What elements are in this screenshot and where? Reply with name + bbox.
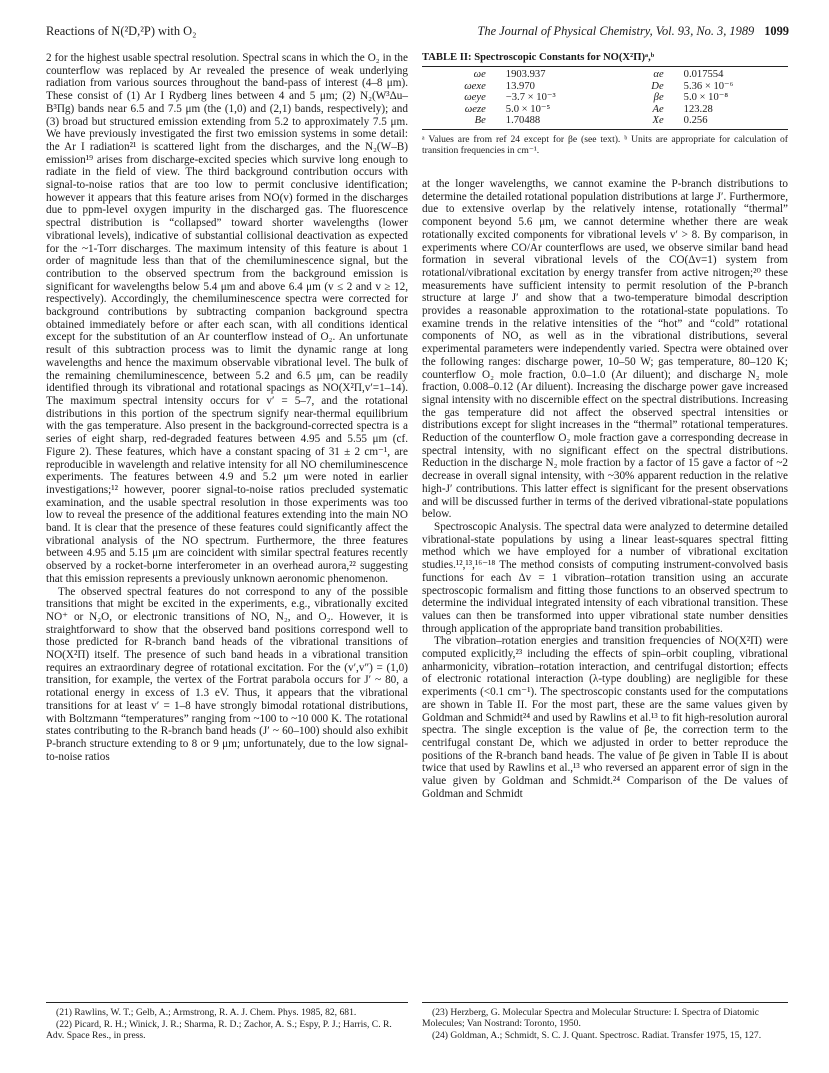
page-number: 1099 [764,24,789,38]
constant-symbol: ωeye [464,92,486,104]
constant-symbol: Xe [652,115,664,127]
table-row [422,81,788,93]
constant-symbol: βe [653,92,664,104]
right-paragraph-1: at the longer wavelengths, we cannot examine the P-branch distributions to determine the detailed rotational population distributions at large J′. Furthermore, due to extensive overlap by the relatively intense, rotationally “thermal” component beyond 5.6 μm, we cannot determine whether there are weak rotationally excited components for vibrational levels v′ > 8. By comparison, in experiments where CO/Ar counterflows are used, we observe similar band head formation in several vibrational levels of the CO(Δv=1) system from rotational/vibrational excitation by energy transfer from active nitrogen;²⁰ these measurements have sufficient intensity to permit resolution of the P-branch structure at large J′ and show that a two-temperature bimodal description provides a reasonable approximation to the rotational-state populations. To examine trends in the relative intensities of the “hot” and “cold” rotational components of NO, as well as in the vibrational distributions, several experimental parameters were independently varied. Spectra were obtained over the following ranges: discharge power, 10–50 W; gas temperature, 80–120 K; counterflow O₂ mole fraction, 0.0–1.0 (Ar diluent); and discharge N₂ mole fraction, 0.008–0.12 (Ar diluent). Increasing the discharge power gave increased signal intensity with no discernible effect on the spectral distributions. Increasing the gas temperature did not affect the observed spectral intensities or distributions except for slight increases in the “thermal” rotational temperatures. Reduction of the counterflow O₂ mole fraction gave a corresponding decrease in spectral intensity, with no significant effect on the spectral distributions. Reduction in the discharge N₂ mole fraction by a factor of 15 gave a factor of ~2 decrease in overall signal intensity, with ~30% apparent reduction in the relative high-J′ contributions. This latter effect is significant for the present observations and will be discussed further in terms of the derived vibrational-state populations below. [422,178,788,521]
right-paragraph-2: Spectroscopic Analysis. The spectral data were analyzed to determine detailed vibrational-state populations by using a linear least-squares spectral fitting method which we have employed for a number of vibrational excitation studies.¹²,¹³,¹⁶⁻¹⁸ The method consists of computing instrument-convolved basis functions for each Δv = 1 vibration–rotation transition using an accurate spectroscopic formalism and fitting those functions to an observed spectrum to determine the individual integrated intensity of each vibrational transition. These values can then be transformed into upper vibrational state number densities through application of the appropriate band transition probabilities. [422,520,788,635]
header-journal-info [478,24,790,39]
footnote-22: (22) Picard, R. H.; Winick, J. R.; Sharma, R. D.; Zachor, A. S.; Espy, P. J.; Harris, C. R. Adv. Space Res., in press. [46,1019,392,1041]
constant-symbol: αe [653,69,664,80]
running-header [46,24,789,42]
constants-table [422,69,788,127]
left-paragraph-2: The observed spectral features do not correspond to any of the possible transitions that might be excited in the experiments, e.g., vibrationally excited NO⁺ or N₂O, or electronic transitions of NO, N₂, and O₂. However, it is straightforward to show that the observed band positions correspond well to those predicted for R-branch band heads of the vibrational transitions of NO(X²Π) itself. The presence of such band heads in a vibrational transition requires an extraordinary degree of rotational excitation. For the (v′,v″) = (1,0) transition, for example, the vertex of the Fortrat parabola occurs for J′ ~ 80, a rotational energy in excess of 1.3 eV. Thus, it appears that the vibrational transitions for at least v′ = 1–8 have strongly bimodal rotational distributions, with Boltzmann “temperatures” ranging from ~100 to ~10 000 K. The rotational states contributing to the R-branch band heads (J′ ~ 60–100) should also exhibit P-branch structure extending to 8 or 9 μm; unfortunately, due to the low signal-to-noise ratios [46,585,408,763]
table-bottom-rule [422,129,788,130]
footnotes-left [46,1002,408,1042]
table-row [422,115,788,127]
constant-value: 1.70488 [505,115,541,127]
constant-symbol: ωexe [464,80,486,92]
header-journal-name: The Journal of Physical Chemistry, Vol. 93, No. 3, 1989 [477,24,755,38]
footnote-23: (23) Herzberg, G. Molecular Spectra and Molecular Structure: I. Spectra of Diatomic Molecules; Van Nostrand: Toronto, 1950. [422,1007,759,1029]
constant-symbol: ωeze [464,103,486,115]
right-column [422,178,788,800]
constant-value: 5.0 × 10⁻⁸ [683,92,729,104]
constant-value: 5.36 × 10⁻⁶ [683,80,734,92]
right-paragraph-3: The vibration–rotation energies and transition frequencies of NO(X²Π) were computed explicitly,²³ including the effects of spin–orbit coupling, vibrational anharmonicity, vibration–rotation interaction, and centrifugal distortion; effects of electronic rotational interaction (λ-type doubling) are negligible for these experiments (<0.1 cm⁻¹). The spectroscopic constants used for the computations are shown in Table II. For the most part, these are the same values given by Goldman and Schmidt²⁴ and used by Rawlins et al.¹³ to fit high-resolution auroral spectra. The single exception is the value of βe, the correction term to the centrifugal constant De, which we adjusted in order to better reproduce the positions of the R-branch band heads. The value of βe given in Table II is about twice that used by Rawlins et al.,¹³ who reversed an apparent error of sign in the value given by Goldman and Schmidt.²⁴ Comparison of the De values of Goldman and Schmidt [422,635,788,800]
left-column [46,52,408,763]
table-ii [422,52,788,156]
table-row [422,69,788,81]
constant-value: 13.970 [505,80,535,92]
constant-symbol: Be [474,115,486,127]
constant-value: −3.7 × 10⁻³ [505,92,556,104]
constant-value: 1903.937 [505,69,546,80]
constant-value: 0.256 [683,115,708,127]
constant-value: 123.28 [683,103,713,115]
footnote-21: (21) Rawlins, W. T.; Gelb, A.; Armstrong, R. A. J. Chem. Phys. 1985, 82, 681. [56,1007,357,1018]
constant-symbol: Ae [652,103,664,115]
footnotes-right [422,1002,788,1042]
footnote-24: (24) Goldman, A.; Schmidt, S. C. J. Quant. Spectrosc. Radiat. Transfer 1975, 15, 127. [432,1030,762,1041]
table-row [422,104,788,116]
left-paragraph-1: 2 for the highest usable spectral resolution. Spectral scans in which the O₂ in the counterflow was replaced by Ar revealed the presence of weak underlying radiation from various sources throughout the band-pass of interest (4–8 μm). These consist of (1) Ar I Rydberg lines between 4 and 5 μm; (2) N₂(W³Δu–B³Πg) bands near 6.5 and 7.5 μm (the (1,0) and (2,1) bands, respectively); and (3) broad but structured emission extending from 5.2 to approximately 7.5 μm. We have previously investigated the first two emission systems in some detail: the Ar I radiation²¹ is scattered light from the discharges, and the N₂(W–B) emission¹⁹ arises from discharge-excited species which survive long enough to radiate in the field of view. The third background contribution occurs with signal-to-noise ratios that are too low to permit conclusive identification; however it appears that this feature arises from NO(v) formed in the discharges due to ppm-level oxygen impurity in the discharged gas. The fluorescence spectral distribution is “collapsed” toward shorter wavelengths (lower vibrational levels), indicative of substantial collisional deactivation as expected for the ~1-Torr discharges. The maximum intensity of this feature is about 1 order of magnitude less than that of the chemiluminescence signal, but the contribution to the observed spectrum from the background emission is significant for wavelengths below 5.4 μm and above 6.4 μm (v ≤ 2 and v ≥ 12, respectively). Accordingly, the chemiluminescence spectra were corrected for background contributions by subtracting companion background spectra obtained immediately before or after each scan, with all conditions identical except for the substitution of an Ar counterflow instead of O₂. An unfortunate result of this subtraction process was to limit the dynamic range at long wavelengths and hence the maximum observable vibrational level. The bulk of the remaining chemiluminescence, between 5.2 and 6.5 μm, can be readily identified through its vibrational and rotational spacings as NO(X²Π,v′=1–14). The maximum spectral intensity occurs for v′ = 5–7, and the rotational distributions in this portion of the spectrum signify near-thermal equilibrium with the gas temperature. Also present in the background-corrected spectra is a series of eight sharp, red-degraded features between 4.95 and 5.55 μm (cf. Figure 2). These features, which have a constant spacing of 31 ± 2 cm⁻¹, are reproducible in wavelength and relative intensity for all NO chemiluminescence experiments. The features between 4.9 and 5.2 μm were noted in earlier investigations;¹² however, poorer signal-to-noise ratios precluded systematic examination, and the usable spectral resolution in those experiments was too low to reveal the presence of the additional features extending into the main NO band. It is clear that the presence of these features could significantly affect the vibrational analysis of the NO spectrum. Furthermore, the three features between 4.95 and 5.15 μm are coincident with similar spectral features recently observed by a rocket-borne interferometer in an overhead aurora,²² suggesting that this emission represents a previously unknown aeronomic phenomenon. [46,52,408,585]
table-row [422,92,788,104]
table-footnote: ᵃ Values are from ref 24 except for βe (see text). ᵇ Units are appropriate for calculation of transition frequencies in cm⁻¹. [422,133,788,156]
constant-value: 5.0 × 10⁻⁵ [505,103,551,115]
constant-symbol: ωe [473,69,486,80]
table-title: TABLE II: Spectroscopic Constants for NO(X²Π)ᵃ,ᵇ [422,52,788,67]
header-article-title: Reactions of N(²D,²P) with O₂ [46,24,197,38]
constant-value: 0.017554 [683,69,724,80]
constant-symbol: De [651,80,664,92]
